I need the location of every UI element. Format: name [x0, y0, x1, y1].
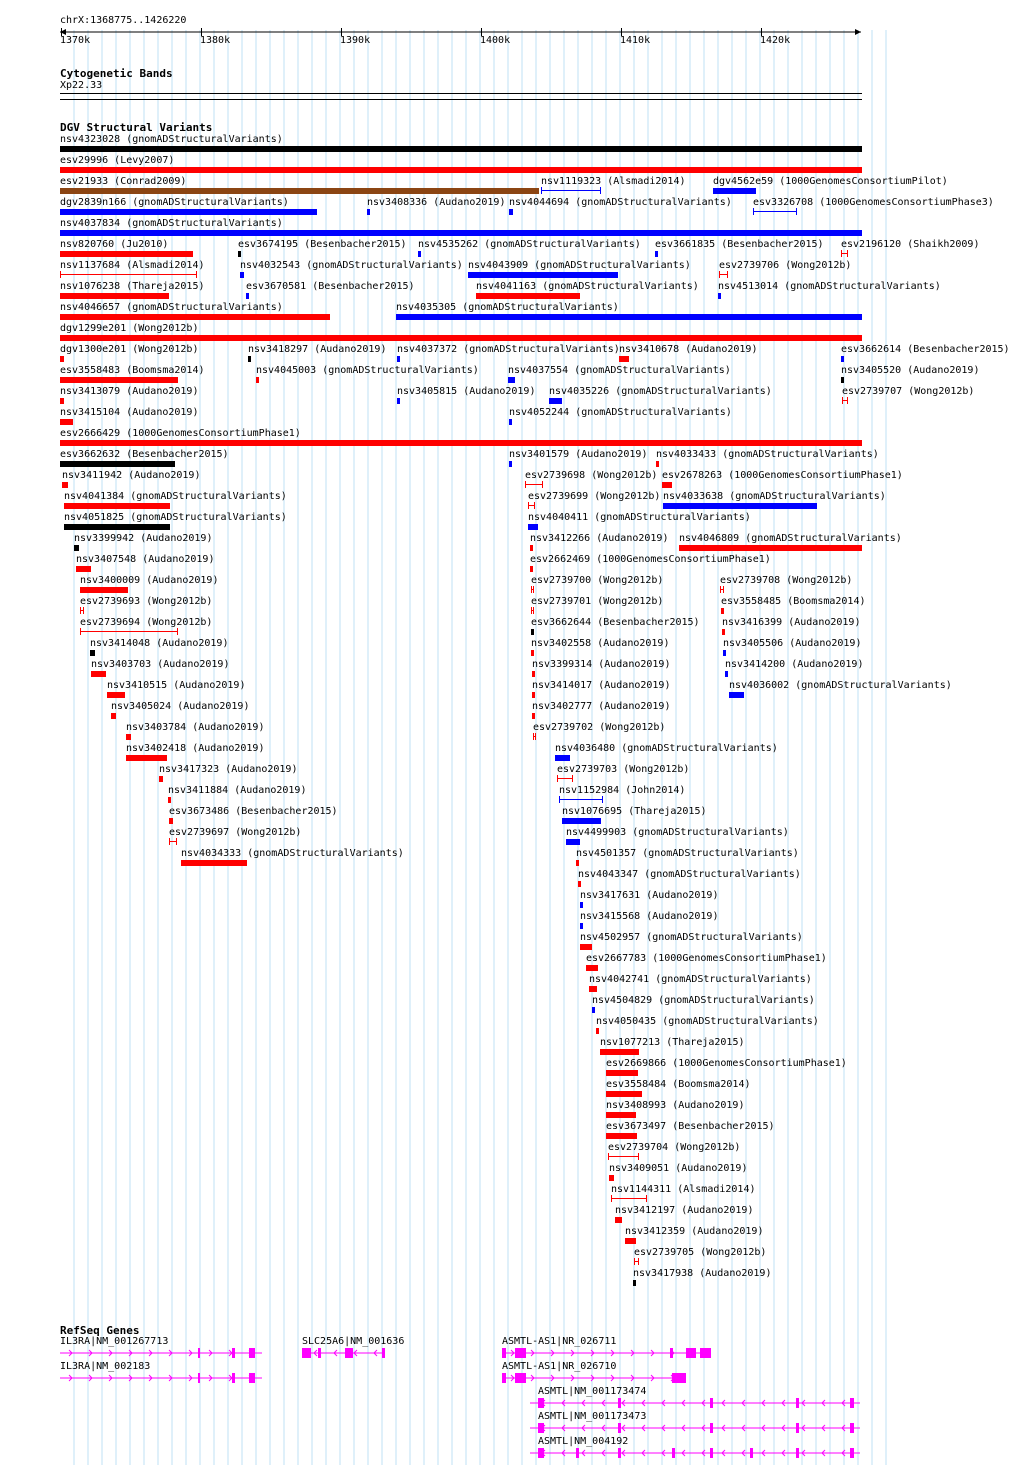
structural-variant-bar[interactable] [509, 209, 513, 215]
structural-variant-bar[interactable] [531, 586, 534, 593]
structural-variant-label[interactable]: esv3558484 (Boomsma2014) [606, 1079, 751, 1090]
structural-variant-bar[interactable] [509, 461, 512, 467]
structural-variant-label[interactable]: nsv3417323 (Audano2019) [159, 764, 298, 775]
structural-variant-label[interactable]: esv2662469 (1000GenomesConsortiumPhase1) [530, 554, 771, 565]
structural-variant-label[interactable]: nsv4040411 (gnomADStructuralVariants) [528, 512, 751, 523]
structural-variant-label[interactable]: dgv1300e201 (Wong2012b) [60, 344, 199, 355]
ruler-tick-label: 1410k [620, 35, 651, 46]
exon-block [670, 1348, 673, 1358]
structural-variant-label[interactable]: nsv3405815 (Audano2019) [397, 386, 536, 397]
structural-variant-bar[interactable] [397, 398, 400, 404]
structural-variant-label[interactable]: nsv1144311 (Alsmadi2014) [611, 1184, 756, 1195]
exon-block [515, 1348, 526, 1358]
structural-variant-bar[interactable] [557, 775, 573, 782]
cytoband-label: Xp22.33 [60, 80, 103, 91]
exon-block [618, 1423, 621, 1433]
structural-variant-bar[interactable] [60, 293, 169, 299]
structural-variant-bar[interactable] [600, 1049, 639, 1055]
structural-variant-bar[interactable] [549, 398, 562, 404]
structural-variant-label[interactable]: esv2667783 (1000GenomesConsortiumPhase1) [586, 953, 827, 964]
structural-variant-bar[interactable] [532, 671, 535, 677]
structural-variant-label[interactable]: esv2739703 (Wong2012b) [557, 764, 690, 775]
structural-variant-bar[interactable] [60, 335, 862, 341]
structural-variant-label[interactable]: nsv3412266 (Audano2019) [530, 533, 669, 544]
refseq-gene-model[interactable] [0, 1372, 890, 1384]
refseq-gene-label[interactable]: IL3RA|NM_001267713 [60, 1336, 169, 1347]
structural-variant-label[interactable]: nsv4323028 (gnomADStructuralVariants) [60, 134, 283, 145]
structural-variant-bar[interactable] [181, 860, 247, 866]
structural-variant-label[interactable]: esv3662614 (Besenbacher2015) [841, 344, 1010, 355]
structural-variant-bar[interactable] [91, 671, 106, 677]
structural-variant-label[interactable]: nsv1137684 (Alsmadi2014) [60, 260, 205, 271]
structural-variant-bar[interactable] [842, 397, 848, 404]
structural-variant-bar[interactable] [80, 628, 178, 635]
structural-variant-bar[interactable] [169, 818, 173, 824]
structural-variant-label[interactable]: esv3673486 (Besenbacher2015) [169, 806, 338, 817]
structural-variant-label[interactable]: esv2669866 (1000GenomesConsortiumPhase1) [606, 1058, 847, 1069]
structural-variant-bar[interactable] [476, 293, 580, 299]
structural-variant-bar[interactable] [615, 1217, 622, 1223]
exon-block [686, 1348, 696, 1358]
structural-variant-label[interactable]: nsv3411884 (Audano2019) [168, 785, 307, 796]
structural-variant-label[interactable]: nsv3414048 (Audano2019) [90, 638, 229, 649]
structural-variant-bar[interactable] [580, 944, 592, 950]
structural-variant-bar[interactable] [679, 545, 862, 551]
structural-variant-label[interactable]: nsv3414017 (Audano2019) [532, 680, 671, 691]
structural-variant-label[interactable]: nsv4033638 (gnomADStructuralVariants) [663, 491, 886, 502]
structural-variant-label[interactable]: nsv4501357 (gnomADStructuralVariants) [576, 848, 799, 859]
structural-variant-label[interactable]: nsv4041384 (gnomADStructuralVariants) [64, 491, 287, 502]
structural-variant-bar[interactable] [722, 629, 725, 635]
structural-variant-label[interactable]: nsv3409051 (Audano2019) [609, 1163, 748, 1174]
structural-variant-label[interactable]: nsv3416399 (Audano2019) [722, 617, 861, 628]
structural-variant-bar[interactable] [541, 187, 601, 194]
structural-variant-bar[interactable] [528, 502, 535, 509]
structural-variant-label[interactable]: nsv3402418 (Audano2019) [126, 743, 265, 754]
structural-variant-bar[interactable] [729, 692, 744, 698]
structural-variant-bar[interactable] [611, 1195, 647, 1202]
structural-variant-bar[interactable] [576, 860, 579, 866]
ruler-tick-label: 1400k [480, 35, 511, 46]
structural-variant-label[interactable]: nsv3415104 (Audano2019) [60, 407, 199, 418]
exon-block [796, 1448, 799, 1458]
structural-variant-label[interactable]: esv21933 (Conrad2009) [60, 176, 187, 187]
structural-variant-bar[interactable] [589, 986, 597, 992]
structural-variant-bar[interactable] [60, 230, 862, 236]
exon-block [850, 1423, 854, 1433]
structural-variant-bar[interactable] [625, 1238, 636, 1244]
structural-variant-label[interactable]: esv2739693 (Wong2012b) [80, 596, 213, 607]
ruler-tick-label: 1380k [200, 35, 231, 46]
structural-variant-label[interactable]: nsv1076238 (Thareja2015) [60, 281, 205, 292]
structural-variant-label[interactable]: dgv4562e59 (1000GenomesConsortiumPilot) [713, 176, 948, 187]
structural-variant-bar[interactable] [468, 272, 618, 278]
structural-variant-label[interactable]: esv2739697 (Wong2012b) [169, 827, 302, 838]
structural-variant-bar[interactable] [246, 293, 249, 299]
structural-variant-bar[interactable] [64, 524, 170, 530]
structural-variant-label[interactable]: nsv3417631 (Audano2019) [580, 890, 719, 901]
structural-variant-bar[interactable] [248, 356, 251, 362]
refseq-gene-label[interactable]: ASMTL-AS1|NR_026711 [502, 1336, 617, 1347]
structural-variant-label[interactable]: nsv3402777 (Audano2019) [532, 701, 671, 712]
structural-variant-label[interactable]: nsv4041163 (gnomADStructuralVariants) [476, 281, 699, 292]
structural-variant-bar[interactable] [60, 188, 539, 194]
structural-variant-label[interactable]: esv3662644 (Besenbacher2015) [531, 617, 700, 628]
structural-variant-label[interactable]: esv3673497 (Besenbacher2015) [606, 1121, 775, 1132]
structural-variant-label[interactable]: dgv2839n166 (gnomADStructuralVariants) [60, 197, 289, 208]
structural-variant-label[interactable]: esv2739705 (Wong2012b) [634, 1247, 767, 1258]
exon-block [710, 1398, 713, 1408]
ruler-tick-label: 1390k [340, 35, 371, 46]
structural-variant-label[interactable]: nsv4045003 (gnomADStructuralVariants) [256, 365, 479, 376]
exon-block [672, 1448, 675, 1458]
structural-variant-label[interactable]: esv2666429 (1000GenomesConsortiumPhase1) [60, 428, 301, 439]
structural-variant-bar[interactable] [662, 482, 672, 488]
structural-variant-label[interactable]: nsv4036480 (gnomADStructuralVariants) [555, 743, 778, 754]
structural-variant-label[interactable]: nsv3400009 (Audano2019) [80, 575, 219, 586]
structural-variant-label[interactable]: nsv3408336 (Audano2019) [367, 197, 506, 208]
structural-variant-bar[interactable] [256, 377, 259, 383]
structural-variant-label[interactable]: nsv3414200 (Audano2019) [725, 659, 864, 670]
structural-variant-bar[interactable] [126, 734, 131, 740]
structural-variant-bar[interactable] [528, 524, 538, 530]
refseq-gene-model[interactable] [0, 1347, 890, 1359]
exon-block [502, 1348, 506, 1358]
refseq-gene-label[interactable]: ASMTL|NM_001173474 [538, 1386, 647, 1397]
structural-variant-bar[interactable] [578, 881, 581, 887]
structural-variant-label[interactable]: nsv4037554 (gnomADStructuralVariants) [508, 365, 731, 376]
structural-variant-bar[interactable] [530, 545, 533, 551]
structural-variant-bar[interactable] [80, 607, 84, 614]
exon-block [538, 1398, 544, 1408]
structural-variant-label[interactable]: esv2739707 (Wong2012b) [842, 386, 975, 397]
structural-variant-label[interactable]: nsv3401579 (Audano2019) [509, 449, 648, 460]
exon-block [750, 1448, 753, 1458]
structural-variant-bar[interactable] [533, 733, 536, 740]
exon-block [576, 1448, 579, 1458]
structural-variant-label[interactable]: nsv3408993 (Audano2019) [606, 1100, 745, 1111]
structural-variant-bar[interactable] [723, 650, 726, 656]
structural-variant-bar[interactable] [841, 250, 848, 257]
structural-variant-bar[interactable] [60, 314, 330, 320]
structural-variant-label[interactable]: nsv4035305 (gnomADStructuralVariants) [396, 302, 619, 313]
exon-block [700, 1348, 711, 1358]
structural-variant-label[interactable]: nsv4046657 (gnomADStructuralVariants) [60, 302, 283, 313]
structural-variant-bar[interactable] [80, 587, 128, 593]
structural-variant-bar[interactable] [530, 566, 533, 572]
structural-variant-label[interactable]: nsv3405024 (Audano2019) [111, 701, 250, 712]
structural-variant-label[interactable]: nsv4502957 (gnomADStructuralVariants) [580, 932, 803, 943]
structural-variant-label[interactable]: esv2739706 (Wong2012b) [719, 260, 852, 271]
structural-variant-bar[interactable] [718, 293, 721, 299]
structural-variant-bar[interactable] [168, 797, 171, 803]
structural-variant-bar[interactable] [606, 1091, 642, 1097]
structural-variant-label[interactable]: esv2739701 (Wong2012b) [531, 596, 664, 607]
exon-block [850, 1398, 854, 1408]
structural-variant-label[interactable]: nsv4042741 (gnomADStructuralVariants) [589, 974, 812, 985]
structural-variant-label[interactable]: esv2739700 (Wong2012b) [531, 575, 664, 586]
structural-variant-bar[interactable] [60, 209, 317, 215]
refseq-gene-model[interactable] [0, 1447, 890, 1459]
ruler-tick-label: 1420k [760, 35, 791, 46]
structural-variant-label[interactable]: esv29996 (Levy2007) [60, 155, 175, 166]
structural-variant-bar[interactable] [396, 314, 862, 320]
structural-variant-bar[interactable] [596, 1028, 599, 1034]
structural-variant-bar[interactable] [418, 251, 421, 257]
structural-variant-label[interactable]: nsv3412197 (Audano2019) [615, 1205, 754, 1216]
structural-variant-label[interactable]: nsv3399314 (Audano2019) [532, 659, 671, 670]
structural-variant-bar[interactable] [655, 251, 658, 257]
structural-variant-label[interactable]: esv2678263 (1000GenomesConsortiumPhase1) [662, 470, 903, 481]
structural-variant-bar[interactable] [367, 209, 370, 215]
structural-variant-bar[interactable] [606, 1133, 637, 1139]
structural-variant-bar[interactable] [508, 377, 515, 383]
structural-variant-label[interactable]: nsv3403784 (Audano2019) [126, 722, 265, 733]
structural-variant-bar[interactable] [531, 629, 534, 635]
exon-block [538, 1448, 544, 1458]
structural-variant-bar[interactable] [559, 796, 603, 803]
structural-variant-label[interactable]: nsv4034333 (gnomADStructuralVariants) [181, 848, 404, 859]
structural-variant-bar[interactable] [609, 1175, 614, 1181]
structural-variant-bar[interactable] [719, 271, 728, 278]
structural-variant-bar[interactable] [720, 586, 724, 593]
structural-variant-bar[interactable] [62, 482, 68, 488]
exon-block [796, 1398, 799, 1408]
refseq-track-title[interactable]: RefSeq Genes [60, 1324, 140, 1337]
structural-variant-label[interactable]: esv3670581 (Besenbacher2015) [246, 281, 415, 292]
cytoband-track-title[interactable]: Cytogenetic Bands [60, 67, 173, 80]
structural-variant-label[interactable]: nsv1152984 (John2014) [559, 785, 686, 796]
cytoband-bar-top[interactable] [60, 93, 862, 94]
structural-variant-label[interactable]: nsv4032543 (gnomADStructuralVariants) [240, 260, 463, 271]
structural-variant-label[interactable]: nsv4044694 (gnomADStructuralVariants) [509, 197, 732, 208]
refseq-gene-label[interactable]: ASMTL|NM_001173473 [538, 1411, 647, 1422]
structural-variant-bar[interactable] [721, 608, 724, 614]
structural-variant-bar[interactable] [64, 503, 170, 509]
structural-variant-label[interactable]: esv3326708 (1000GenomesConsortiumPhase3) [753, 197, 994, 208]
structural-variant-bar[interactable] [841, 356, 844, 362]
structural-variant-bar[interactable] [580, 923, 583, 929]
structural-variant-label[interactable]: nsv1119323 (Alsmadi2014) [541, 176, 686, 187]
exon-block [672, 1373, 686, 1383]
structural-variant-bar[interactable] [509, 419, 512, 425]
cytoband-bar-bottom [60, 99, 862, 100]
structural-variant-bar[interactable] [608, 1153, 639, 1160]
structural-variant-label[interactable]: nsv4050435 (gnomADStructuralVariants) [596, 1016, 819, 1027]
structural-variant-label[interactable]: nsv4043347 (gnomADStructuralVariants) [578, 869, 801, 880]
structural-variant-bar[interactable] [725, 671, 728, 677]
structural-variant-label[interactable]: nsv4035226 (gnomADStructuralVariants) [549, 386, 772, 397]
exon-block [710, 1448, 713, 1458]
structural-variant-bar[interactable] [60, 356, 64, 362]
structural-variant-label[interactable]: nsv4043909 (gnomADStructuralVariants) [468, 260, 691, 271]
structural-variant-label[interactable]: nsv3405520 (Audano2019) [841, 365, 980, 376]
structural-variant-label[interactable]: nsv4052244 (gnomADStructuralVariants) [509, 407, 732, 418]
structural-variant-bar[interactable] [580, 902, 583, 908]
structural-variant-label[interactable]: esv2739694 (Wong2012b) [80, 617, 213, 628]
structural-variant-bar[interactable] [76, 566, 91, 572]
structural-variant-bar[interactable] [169, 838, 177, 845]
refseq-gene-model[interactable] [0, 1422, 890, 1434]
structural-variant-label[interactable]: nsv3415568 (Audano2019) [580, 911, 719, 922]
structural-variant-bar[interactable] [566, 839, 580, 845]
structural-variant-bar[interactable] [531, 607, 534, 614]
structural-variant-bar[interactable] [663, 503, 817, 509]
structural-variant-label[interactable]: esv2739702 (Wong2012b) [533, 722, 666, 733]
structural-variant-label[interactable]: esv2196120 (Shaikh2009) [841, 239, 980, 250]
structural-variant-bar[interactable] [532, 692, 535, 698]
structural-variant-label[interactable]: nsv4033433 (gnomADStructuralVariants) [656, 449, 879, 460]
structural-variant-bar[interactable] [107, 692, 125, 698]
structural-variant-bar[interactable] [656, 461, 659, 467]
structural-variant-bar[interactable] [111, 713, 116, 719]
structural-variant-label[interactable]: nsv1076695 (Thareja2015) [562, 806, 707, 817]
structural-variant-label[interactable]: esv2739699 (Wong2012b) [528, 491, 661, 502]
structural-variant-bar[interactable] [634, 1258, 639, 1265]
structural-variant-label[interactable]: esv3558485 (Boomsma2014) [721, 596, 866, 607]
structural-variant-bar[interactable] [586, 965, 598, 971]
structural-variant-bar[interactable] [562, 818, 601, 824]
structural-variant-bar[interactable] [606, 1112, 636, 1118]
structural-variant-label[interactable]: nsv3399942 (Audano2019) [74, 533, 213, 544]
refseq-gene-label[interactable]: SLC25A6|NM_001636 [302, 1336, 405, 1347]
structural-variant-bar[interactable] [592, 1007, 595, 1013]
structural-variant-bar[interactable] [60, 251, 193, 257]
structural-variant-bar[interactable] [619, 356, 629, 362]
exon-block [618, 1398, 621, 1408]
structural-variant-label[interactable]: nsv3405506 (Audano2019) [723, 638, 862, 649]
structural-variant-label[interactable]: nsv1077213 (Thareja2015) [600, 1037, 745, 1048]
structural-variant-bar[interactable] [90, 650, 95, 656]
structural-variant-label[interactable]: nsv3411942 (Audano2019) [62, 470, 201, 481]
structural-variant-bar[interactable] [60, 461, 175, 467]
structural-variant-label[interactable]: nsv4499903 (gnomADStructuralVariants) [566, 827, 789, 838]
refseq-gene-label[interactable]: IL3RA|NM_002183 [60, 1361, 151, 1372]
structural-variant-label[interactable]: nsv820760 (Ju2010) [60, 239, 169, 250]
structural-variant-bar[interactable] [240, 272, 244, 278]
structural-variant-label[interactable]: nsv3413079 (Audano2019) [60, 386, 199, 397]
structural-variant-label[interactable]: nsv4504829 (gnomADStructuralVariants) [592, 995, 815, 1006]
structural-variant-label[interactable]: nsv3418297 (Audano2019) [248, 344, 387, 355]
structural-variant-bar[interactable] [525, 481, 543, 488]
structural-variant-label[interactable]: nsv4535262 (gnomADStructuralVariants) [418, 239, 641, 250]
ruler-tick-label: 1370k [60, 35, 91, 46]
structural-variant-label[interactable]: nsv3407548 (Audano2019) [76, 554, 215, 565]
structural-variant-label[interactable]: esv3558483 (Boomsma2014) [60, 365, 205, 376]
exon-block [502, 1373, 506, 1383]
exon-block [796, 1423, 799, 1433]
structural-variant-label[interactable]: esv2739708 (Wong2012b) [720, 575, 853, 586]
structural-variant-bar[interactable] [713, 188, 756, 194]
structural-variant-bar[interactable] [74, 545, 79, 551]
structural-variant-label[interactable]: nsv4037372 (gnomADStructuralVariants) [397, 344, 620, 355]
structural-variant-label[interactable]: nsv3417938 (Audano2019) [633, 1268, 772, 1279]
structural-variant-label[interactable]: esv3661835 (Besenbacher2015) [655, 239, 824, 250]
structural-variant-bar[interactable] [753, 208, 797, 215]
structural-variant-bar[interactable] [633, 1280, 636, 1286]
structural-variant-bar[interactable] [60, 146, 862, 152]
structural-variant-bar[interactable] [60, 398, 64, 404]
structural-variant-label[interactable]: esv3662632 (Besenbacher2015) [60, 449, 229, 460]
structural-variant-label[interactable]: nsv3410515 (Audano2019) [107, 680, 246, 691]
structural-variant-label[interactable]: nsv4036002 (gnomADStructuralVariants) [729, 680, 952, 691]
structural-variant-bar[interactable] [606, 1070, 638, 1076]
structural-variant-label[interactable]: nsv4513014 (gnomADStructuralVariants) [718, 281, 941, 292]
structural-variant-bar[interactable] [126, 755, 167, 761]
structural-variant-label[interactable]: nsv4051825 (gnomADStructuralVariants) [64, 512, 287, 523]
structural-variant-bar[interactable] [555, 755, 570, 761]
structural-variant-label[interactable]: esv2739704 (Wong2012b) [608, 1142, 741, 1153]
structural-variant-label[interactable]: esv3674195 (Besenbacher2015) [238, 239, 407, 250]
structural-variant-label[interactable]: nsv3403703 (Audano2019) [91, 659, 230, 670]
structural-variant-label[interactable]: nsv4037834 (gnomADStructuralVariants) [60, 218, 283, 229]
structural-variant-label[interactable]: nsv3410678 (Audano2019) [619, 344, 758, 355]
dgv-track-title[interactable]: DGV Structural Variants [60, 121, 213, 134]
refseq-gene-label[interactable]: ASMTL|NM_004192 [538, 1436, 629, 1447]
structural-variant-bar[interactable] [397, 356, 400, 362]
structural-variant-bar[interactable] [60, 440, 862, 446]
structural-variant-label[interactable]: nsv3412359 (Audano2019) [625, 1226, 764, 1237]
exon-block [850, 1448, 854, 1458]
structural-variant-bar[interactable] [159, 776, 163, 782]
exon-block [618, 1448, 621, 1458]
structural-variant-label[interactable]: esv2739698 (Wong2012b) [525, 470, 658, 481]
structural-variant-bar[interactable] [531, 650, 534, 656]
structural-variant-label[interactable]: dgv1299e201 (Wong2012b) [60, 323, 199, 334]
exon-block [710, 1423, 713, 1433]
refseq-gene-label[interactable]: ASMTL-AS1|NR_026710 [502, 1361, 617, 1372]
ruler-axis [0, 24, 890, 44]
structural-variant-bar[interactable] [532, 713, 535, 719]
structural-variant-label[interactable]: nsv4046809 (gnomADStructuralVariants) [679, 533, 902, 544]
exon-block [538, 1423, 544, 1433]
refseq-gene-model[interactable] [0, 1397, 890, 1409]
structural-variant-bar[interactable] [841, 377, 844, 383]
exon-block [515, 1373, 526, 1383]
structural-variant-bar[interactable] [60, 377, 178, 383]
structural-variant-bar[interactable] [60, 167, 862, 173]
structural-variant-bar[interactable] [60, 419, 73, 425]
structural-variant-bar[interactable] [238, 251, 241, 257]
ruler-coordinates: chrX:1368775..1426220 [60, 15, 187, 26]
structural-variant-label[interactable]: nsv3402558 (Audano2019) [531, 638, 670, 649]
structural-variant-bar[interactable] [60, 271, 197, 278]
